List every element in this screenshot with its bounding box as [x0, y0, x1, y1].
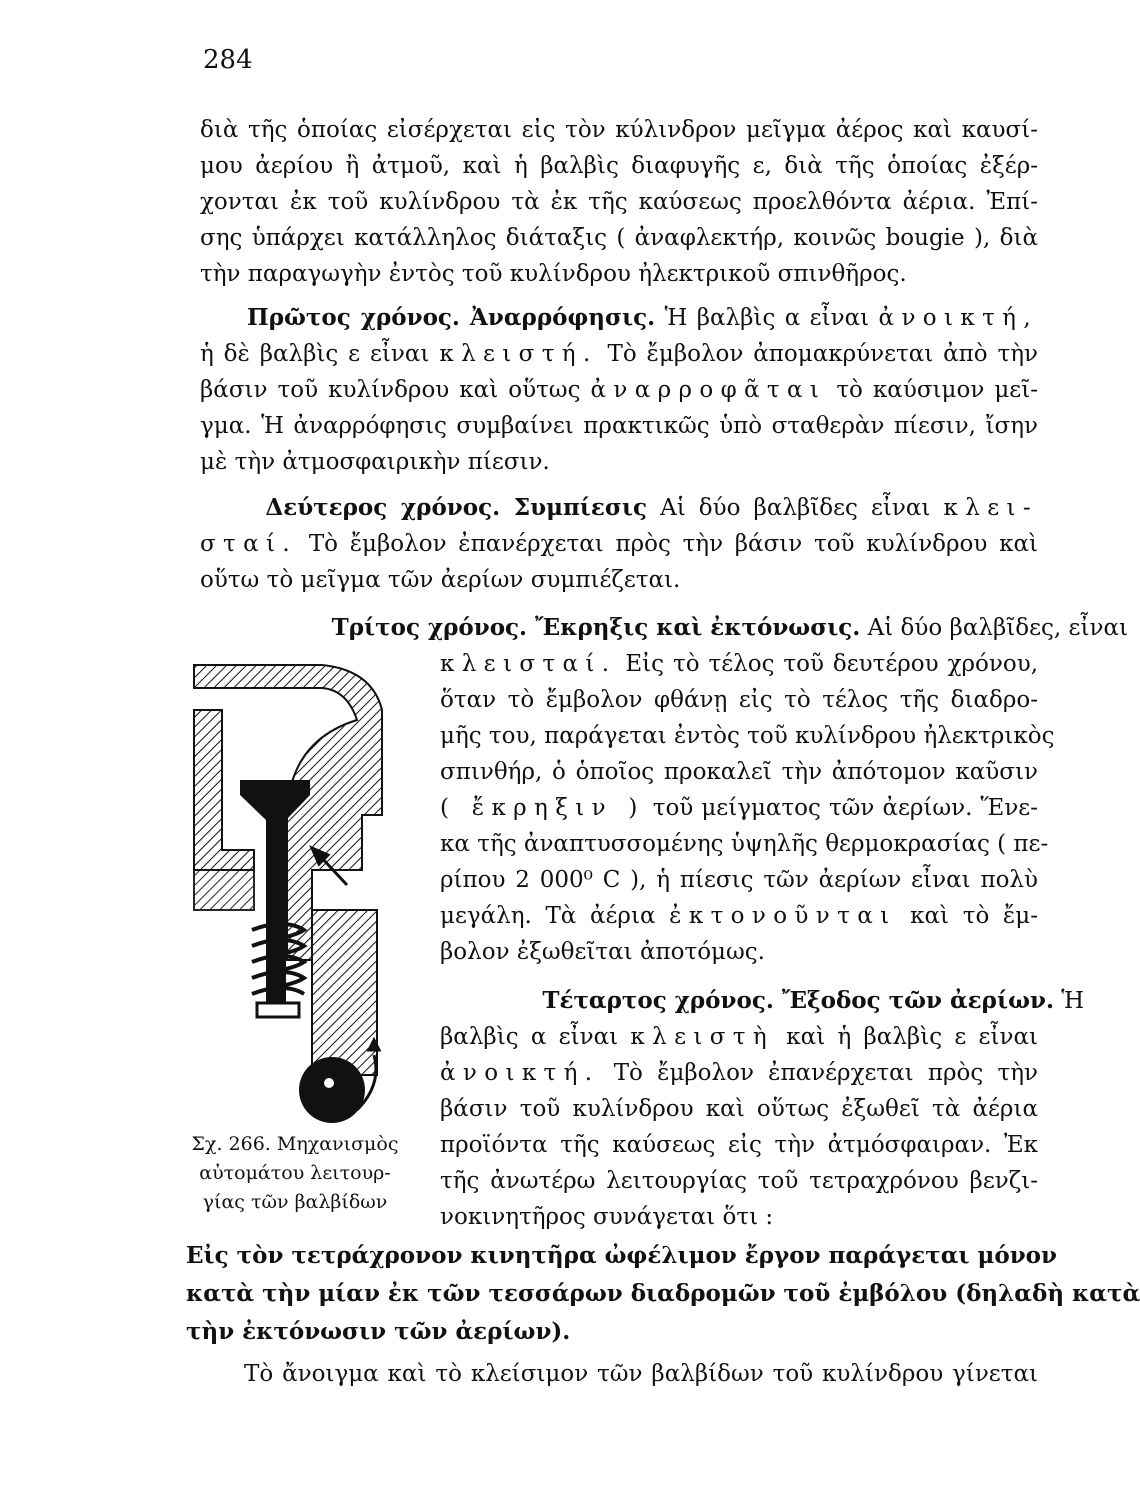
- text-span: Ἡ: [1061, 988, 1085, 1014]
- text-line: διὰ τῆς ὁποίας εἰσέρχεται εἰς τὸν κύλινδρον μεῖγμα ἀέρος καὶ καυσί-: [200, 117, 1038, 143]
- text-line: χονται ἐκ τοῦ κυλίνδρου τὰ ἐκ τῆς καύσεως προελθόντα ἀέρια. Ἐπί-: [200, 189, 1038, 215]
- spaced-emphasis: ἀναρροφᾶται: [590, 377, 827, 403]
- text-span: καὶ τὸ ἔμ-: [910, 903, 1038, 929]
- spaced-emphasis: ἐκτονοῦνται: [669, 903, 897, 929]
- text-line: [200, 526, 1038, 562]
- text-span: Τὸ ἔμβολον ἀπομακρύνεται ἀπὸ τὴν: [607, 341, 1039, 367]
- paragraph-first-stroke: [200, 300, 1038, 480]
- text-line: [440, 646, 1038, 682]
- text-span: Αἱ δύο βαλβῖδες εἶναι: [660, 495, 931, 521]
- spaced-emphasis: ( ἔκρηξιν ): [440, 795, 645, 821]
- spring-retainer: [257, 1003, 299, 1017]
- text-line: [440, 983, 1085, 1019]
- valve-mechanism-figure: [182, 630, 427, 1135]
- section-heading: Τρίτος χρόνος. Ἔκρηξις καὶ ἐκτόνωσις.: [331, 614, 861, 641]
- text-span: ἡ δὲ βαλβὶς ε εἶναι: [200, 341, 430, 367]
- text-line: γμα. Ἡ ἀναρρόφησις συμβαίνει πρακτικῶς ὑπὸ σταθερὰν πίεσιν, ἴσην: [200, 413, 1038, 439]
- text-line: [440, 1019, 1038, 1055]
- text-span: μεγάλη. Τὰ ἀέρια: [440, 903, 656, 929]
- text-span: Ἡ βαλβὶς α εἶναι: [664, 305, 870, 331]
- section-heading: Δεύτερος χρόνος. Συμπίεσις: [265, 494, 647, 521]
- section-heading: Πρῶτος χρόνος. Ἀναρρόφησις.: [247, 304, 656, 331]
- text-line: μου ἀερίου ἢ ἀτμοῦ, καὶ ἡ βαλβὶς διαφυγῆς ε, διὰ τῆς ὁποίας ἐξέρ-: [200, 153, 1038, 179]
- spaced-emphasis: σταί.: [200, 531, 298, 557]
- cam-hub: [324, 1078, 334, 1088]
- spaced-emphasis: κλειστή.: [439, 341, 598, 367]
- spaced-emphasis: ἀνοικτή,: [878, 305, 1038, 331]
- text-span: Αἱ δύο βαλβῖδες, εἶναι: [867, 615, 1128, 641]
- text-span: Τὸ ἔμβολον ἐπανέρχεται πρὸς τὴν: [613, 1060, 1038, 1086]
- text-line: βολον ἐξωθεῖται ἀποτόμως.: [440, 939, 765, 965]
- text-line: [200, 490, 1038, 526]
- spaced-emphasis: ἀνοικτή.: [440, 1060, 600, 1086]
- text-span: καὶ ἡ βαλβὶς ε εἶναι: [786, 1024, 1039, 1050]
- paragraph-fourth-stroke: [440, 983, 1085, 1235]
- text-line: Τὸ ἄνοιγμα καὶ τὸ κλείσιμον τῶν βαλβίδων τοῦ κυλίνδρου γίνεται: [244, 1361, 1038, 1387]
- text-line: [440, 898, 1038, 934]
- section-heading: Τέταρτος χρόνος. Ἔξοδος τῶν ἀερίων.: [542, 987, 1054, 1014]
- text-line: [200, 336, 1038, 372]
- text-line: μὲ τὴν ἀτμοσφαιρικὴν πίεσιν.: [200, 449, 550, 475]
- caption-line: Σχ. 266. Μηχανισμὸς: [191, 1133, 399, 1155]
- cam-disc: [299, 1057, 365, 1123]
- spaced-emphasis: κλειστὴ: [630, 1024, 775, 1050]
- text-line: νοκινητῆρος συνάγεται ὅτι :: [440, 1204, 774, 1230]
- paragraph-intro: [200, 112, 1038, 292]
- text-span: τοῦ μείγματος τῶν ἀερίων. Ἕνε-: [652, 795, 1038, 821]
- text-line: Εἰς τὸν τετράχρονον κινητῆρα ὠφέλιμον ἔργον παράγεται μόνον: [186, 1242, 1057, 1269]
- conclusion-statement: [186, 1237, 1140, 1351]
- text-span: Τὸ ἔμβολον ἐπανέρχεται πρὸς τὴν βάσιν τοῦ κυλίνδρου καὶ: [308, 531, 1039, 557]
- text-span: βάσιν τοῦ κυλίνδρου καὶ οὕτως: [200, 377, 581, 403]
- text-span: βαλβὶς α εἶναι: [440, 1024, 619, 1050]
- text-line: ρίπου 2 000⁰ C ), ἡ πίεσις τῶν ἀερίων εἶναι πολὺ: [440, 867, 1038, 893]
- spaced-emphasis: κλει-: [943, 495, 1038, 521]
- text-line: οὕτω τὸ μεῖγμα τῶν ἀερίων συμπιέζεται.: [200, 567, 681, 593]
- text-line: κα τῆς ἀναπτυσσομένης ὑψηλῆς θερμοκρασίας ( πε-: [440, 831, 1049, 857]
- text-line: τῆς ἀνωτέρω λειτουργίας τοῦ τετραχρόνου βενζι-: [440, 1168, 1038, 1194]
- figure-caption: [180, 1130, 410, 1217]
- text-line: τὴν ἐκτόνωσιν τῶν ἀερίων).: [186, 1318, 571, 1345]
- caption-line: αὐτομάτου λειτουρ-: [199, 1162, 391, 1184]
- text-line: [440, 790, 1038, 826]
- text-line: μῆς του, παράγεται ἐντὸς τοῦ κυλίνδρου ἠλεκτρικὸς: [440, 723, 1055, 749]
- text-line: ὅταν τὸ ἔμβολον φθάνῃ εἰς τὸ τέλος τῆς διαδρο-: [440, 687, 1038, 713]
- text-line: σης ὑπάρχει κατάλληλος διάταξις ( ἀναφλεκτήρ, κοινῶς bougie ), διὰ: [200, 225, 1038, 251]
- paragraph-third-stroke: [440, 646, 1055, 970]
- text-line: βάσιν τοῦ κυλίνδρου καὶ οὕτως ἐξωθεῖ τὰ ἀέρια: [440, 1096, 1038, 1122]
- paragraph-second-stroke: [200, 490, 1038, 598]
- text-line: [440, 1055, 1038, 1091]
- paragraph-final: [244, 1356, 1038, 1392]
- text-line: σπινθήρ, ὁ ὁποῖος προκαλεῖ τὴν ἀπότομον καῦσιν: [440, 759, 1038, 785]
- text-line: τὴν παραγωγὴν ἐντὸς τοῦ κυλίνδρου ἠλεκτρικοῦ σπινθῆρος.: [200, 261, 907, 287]
- text-line: [200, 300, 1038, 336]
- spaced-emphasis: κλεισταί.: [440, 651, 617, 677]
- text-line: προϊόντα τῆς καύσεως εἰς τὴν ἀτμόσφαιραν. Ἐκ: [440, 1132, 1038, 1158]
- text-line: [200, 372, 1038, 408]
- caption-line: γίας τῶν βαλβίδων: [202, 1191, 388, 1213]
- text-line: κατὰ τὴν μίαν ἐκ τῶν τεσσάρων διαδρομῶν τοῦ ἐμβόλου (δηλαδὴ κατὰ: [186, 1280, 1140, 1307]
- text-span: Εἰς τὸ τέλος τοῦ δευτέρου χρόνου,: [625, 651, 1039, 677]
- text-span: τὸ καύσιμον μεῖ-: [836, 377, 1038, 403]
- page-number: 284: [203, 45, 253, 75]
